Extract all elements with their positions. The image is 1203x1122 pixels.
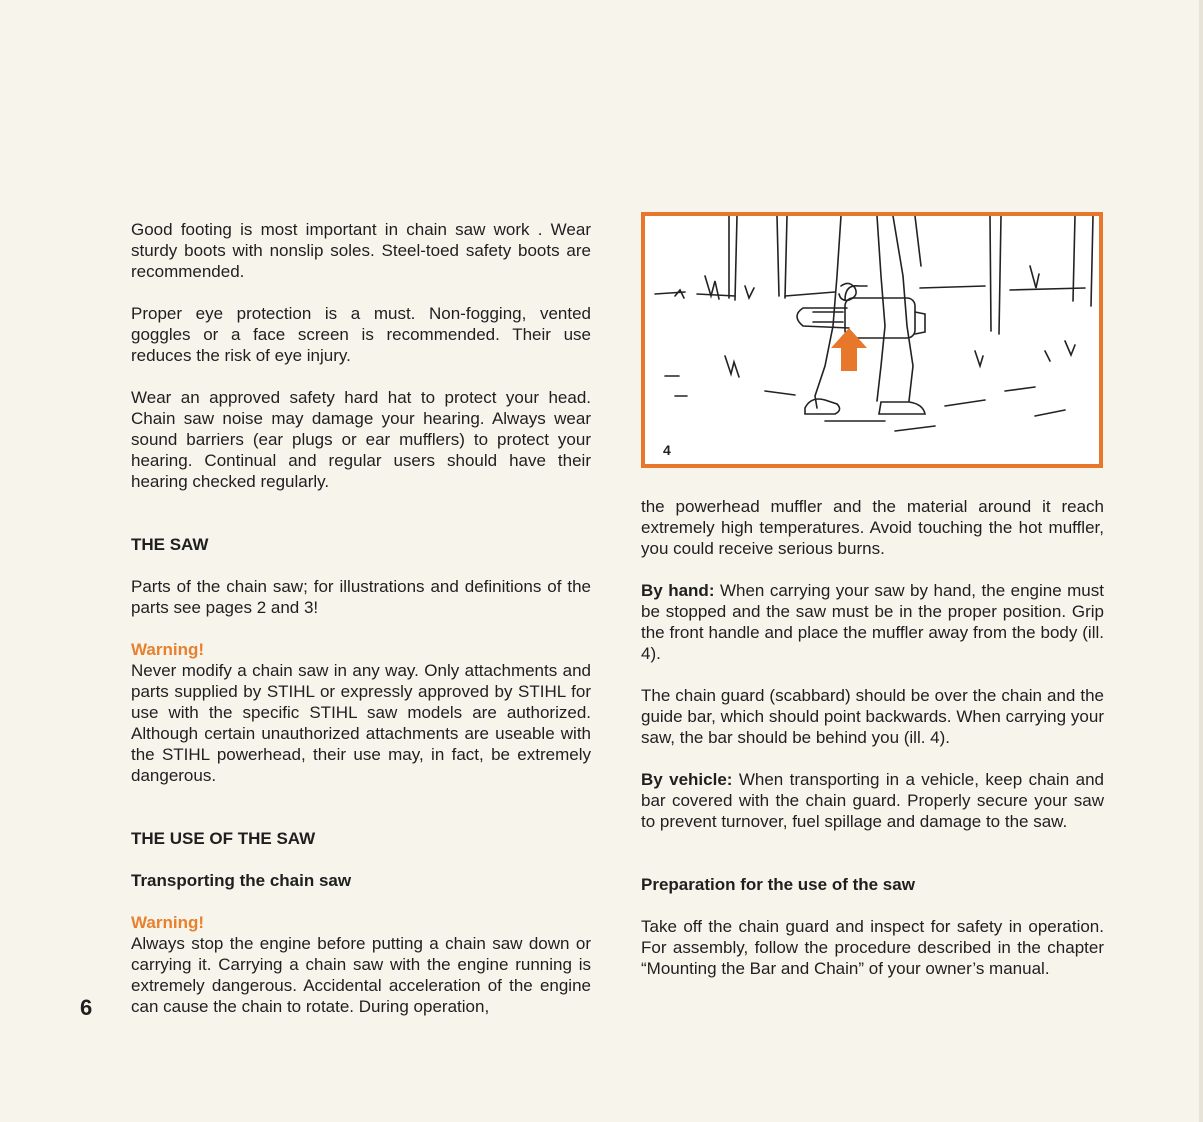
chain-guard-paragraph: The chain guard (scabbard) should be over the chain and the guide bar, which should point backwards. When carrying your saw, the bar should be behind you (ill. 4). [641, 686, 1104, 747]
warning-label: Warning! [131, 640, 205, 659]
footing-paragraph: Good footing is most important in chain saw work . Wear sturdy boots with nonslip soles. Steel-toed safety boots are recommended. [131, 220, 591, 281]
grass-tuft [725, 341, 1075, 377]
modify-warning-paragraph: Never modify a chain saw in any way. Only attachments and parts supplied by STIHL or expressly approved by STIHL for use with the specific STIHL saw models are authorized. Although certain unauthorized attachments are useable with the STIHL powerhead, their use may, in fact, be extremely dangerous. [131, 661, 591, 785]
illustration-4 [641, 212, 1103, 468]
section-heading-use-of-saw: THE USE OF THE SAW [131, 829, 316, 848]
preparation-paragraph: Take off the chain guard and inspect for safety in operation. For assembly, follow the procedure described in the chapter “Mounting the Bar and Chain” of your owner’s manual. [641, 917, 1104, 978]
chainsaw-bar-guard [797, 308, 849, 328]
ground-scribble [665, 376, 1065, 431]
stop-engine-warning-paragraph: Always stop the engine before putting a chain saw down or carrying it. Carrying a chain saw with the engine running is extremely dangerous. Accidental acceleration of the engine can cause the chain to rotate. During operation, [131, 934, 591, 1016]
figure-number: 4 [663, 442, 671, 458]
tree-trunk [729, 216, 737, 300]
page-edge [1199, 0, 1203, 1122]
tree-trunk [777, 216, 787, 298]
hard-hat-paragraph: Wear an approved safety hard hat to protect your head. Chain saw noise may damage your hearing. Always wear sound barriers (ear plugs or ear mufflers) to protect your hearing. Continual and regular users should have their hearing checked regularly. [131, 388, 591, 491]
by-vehicle-label: By vehicle: [641, 770, 733, 789]
person-carrying-chainsaw-drawing [645, 216, 1099, 464]
chainsaw-bar-detail [813, 312, 843, 322]
muffler-paragraph: the powerhead muffler and the material around it reach extremely high temperatures. Avoid touching the hot muffler, you could receive serious burns. [641, 497, 1104, 558]
saw-parts-paragraph: Parts of the chain saw; for illustrations and definitions of the parts see pages 2 and 3! [131, 577, 591, 617]
by-hand-text: When carrying your saw by hand, the engine must be stopped and the saw must be in the proper position. Grip the front handle and place the muffler away from the body (ill. 4). [641, 581, 1104, 663]
by-hand-label: By hand: [641, 581, 715, 600]
left-boot [805, 399, 840, 414]
warning-label: Warning! [131, 913, 205, 932]
subheading-preparation: Preparation for the use of the saw [641, 875, 915, 894]
by-vehicle-paragraph [641, 769, 1104, 832]
section-heading-the-saw: THE SAW [131, 535, 209, 554]
right-boot [879, 402, 925, 414]
tree-trunk [990, 216, 1001, 334]
left-leg-back [877, 216, 885, 401]
right-leg-back [915, 216, 921, 266]
subheading-transporting: Transporting the chain saw [131, 871, 352, 890]
tree-trunk [1073, 216, 1093, 306]
by-hand-paragraph [641, 580, 1104, 664]
right-column [641, 496, 1104, 979]
page-number: 6 [80, 995, 93, 1020]
ground-line [655, 286, 1085, 296]
left-column [131, 219, 591, 1017]
chainsaw-rear-handle [915, 312, 925, 334]
eye-protection-paragraph: Proper eye protection is a must. Non-fogging, vented goggles or a face screen is recommended. Their use reduces the risk of eye injury. [131, 304, 591, 365]
by-vehicle-text: When transporting in a vehicle, keep chain and bar covered with the chain guard. Properly secure your saw to prevent turnover, fuel spillage and damage to the saw. [641, 770, 1105, 831]
direction-arrow [831, 328, 867, 371]
right-leg [893, 216, 913, 401]
